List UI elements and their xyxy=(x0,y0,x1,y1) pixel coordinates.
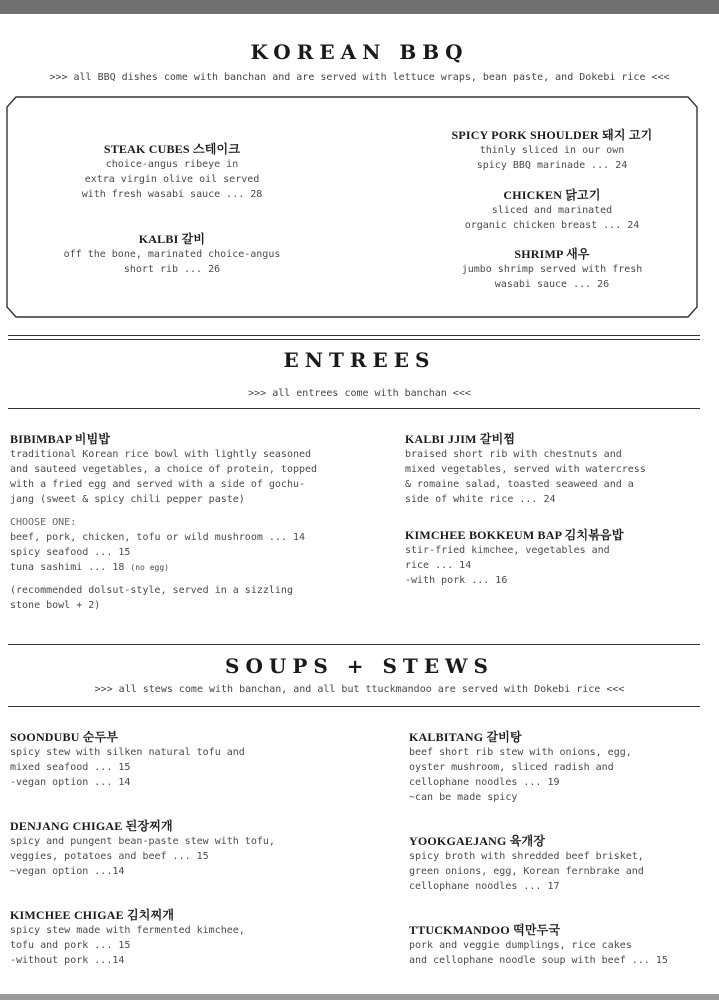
item-name: BIBIMBAP 비빔밥 xyxy=(10,432,111,446)
soups-section-title: SOUPS + STEWS xyxy=(225,654,494,678)
item-name: DENJANG CHIGAE 된장찌개 xyxy=(10,819,173,833)
bbq-section-title: KOREAN BBQ xyxy=(250,40,469,64)
soup-item-soondubu: SOONDUBU 순두부 spicy stew with silken natural tofu and mixed seafood ... 15 -vegan option ... 14 xyxy=(10,730,390,790)
item-name: TTUCKMANDOO 떡만두국 xyxy=(409,923,561,937)
bbq-subtitle: >>> all BBQ dishes come with banchan and are served with lettuce wraps, bean paste, and Dokebi rice <<< xyxy=(49,72,670,83)
divider-line xyxy=(8,339,700,340)
item-name: KALBI 갈비 xyxy=(138,232,206,246)
divider-line xyxy=(8,706,700,707)
bbq-item-chicken: CHICKEN 닭고기 sliced and marinated organic chicken breast ... 24 xyxy=(412,188,692,233)
item-name: CHICKEN 닭고기 xyxy=(503,188,601,202)
bbq-item-spicy-pork-shoulder: SPICY PORK SHOULDER 돼지 고기 thinly sliced in our own spicy BBQ marinade ... 24 xyxy=(412,128,692,173)
item-name: KIMCHEE BOKKEUM BAP 김치볶음밥 xyxy=(405,528,624,542)
item-name: KALBITANG 갈비탕 xyxy=(409,730,522,744)
soup-item-ttuckmandoo: TTUCKMANDOO 떡만두국 pork and veggie dumplings, rice cakes and cellophane noodle soup with beef ... 15 xyxy=(409,923,715,968)
item-name: KIMCHEE CHIGAE 김치찌개 xyxy=(10,908,175,922)
soup-item-kimchee-chigae: KIMCHEE CHIGAE 김치찌개 spicy stew made with fermented kimchee, tofu and pork ... 15 -without pork ...14 xyxy=(10,908,390,968)
entree-item-bibimbap: BIBIMBAP 비빔밥 traditional Korean rice bowl with lightly seasoned and sauteed vegetables, a choice of protein, topped with a fried egg and served with a side of gochu- jang (sweet & spicy chili pepper paste) CHOOSE ONE: beef, pork, chicken, tofu or wild mushroom ... 14 spicy seafood ... 15 tuna sashimi ... 18 (no egg) (recommended dolsut-style, served in a sizzling stone bowl + 2) xyxy=(10,432,390,613)
choose-one-label: CHOOSE ONE: xyxy=(10,517,77,528)
item-name: KALBI JJIM 갈비찜 xyxy=(405,432,516,446)
entrees-subtitle: >>> all entrees come with banchan <<< xyxy=(248,388,471,399)
bottom-border-bar xyxy=(0,994,719,1000)
soup-item-kalbitang: KALBITANG 갈비탕 beef short rib stew with onions, egg, oyster mushroom, sliced radish and cellophane noodles ... 19 ~can be made spicy xyxy=(409,730,709,805)
divider-line xyxy=(8,408,700,409)
item-name: SPICY PORK SHOULDER 돼지 고기 xyxy=(451,128,653,142)
item-name: SHRIMP 새우 xyxy=(514,247,590,261)
entree-item-kalbi-jjim: KALBI JJIM 갈비찜 braised short rib with chestnuts and mixed vegetables, served with watercress & romaine salad, toasted seaweed and a side of white rice ... 24 xyxy=(405,432,705,507)
item-name: STEAK CUBES 스테이크 xyxy=(103,142,241,156)
bbq-item-kalbi: KALBI 갈비 off the bone, marinated choice-angus short rib ... 26 xyxy=(34,232,310,277)
bbq-item-steak-cubes: STEAK CUBES 스테이크 choice-angus ribeye in extra virgin olive oil served with fresh wasabi sauce ... 28 xyxy=(34,142,310,202)
soup-item-yookgaejang: YOOKGAEJANG 육개장 spicy broth with shredded beef brisket, green onions, egg, Korean fernbrake and cellophane noodles ... 17 xyxy=(409,834,709,894)
soup-item-denjang-chigae: DENJANG CHIGAE 된장찌개 spicy and pungent bean-paste stew with tofu, veggies, potatoes and beef ... 15 ~vegan option ...14 xyxy=(10,819,390,879)
soups-subtitle: >>> all stews come with banchan, and all but ttuckmandoo are served with Dokebi rice <<< xyxy=(94,684,625,695)
divider-line xyxy=(8,335,700,336)
entree-item-kimchee-bokkeum-bap: KIMCHEE BOKKEUM BAP 김치볶음밥 stir-fried kimchee, vegetables and rice ... 14 -with pork ... 16 xyxy=(405,528,705,588)
item-name: SOONDUBU 순두부 xyxy=(10,730,119,744)
bbq-item-shrimp: SHRIMP 새우 jumbo shrimp served with fresh wasabi sauce ... 26 xyxy=(412,247,692,292)
item-name: YOOKGAEJANG 육개장 xyxy=(409,834,546,848)
top-border-bar xyxy=(0,0,719,14)
divider-line xyxy=(8,644,700,645)
entrees-section-title: ENTREES xyxy=(283,348,436,372)
